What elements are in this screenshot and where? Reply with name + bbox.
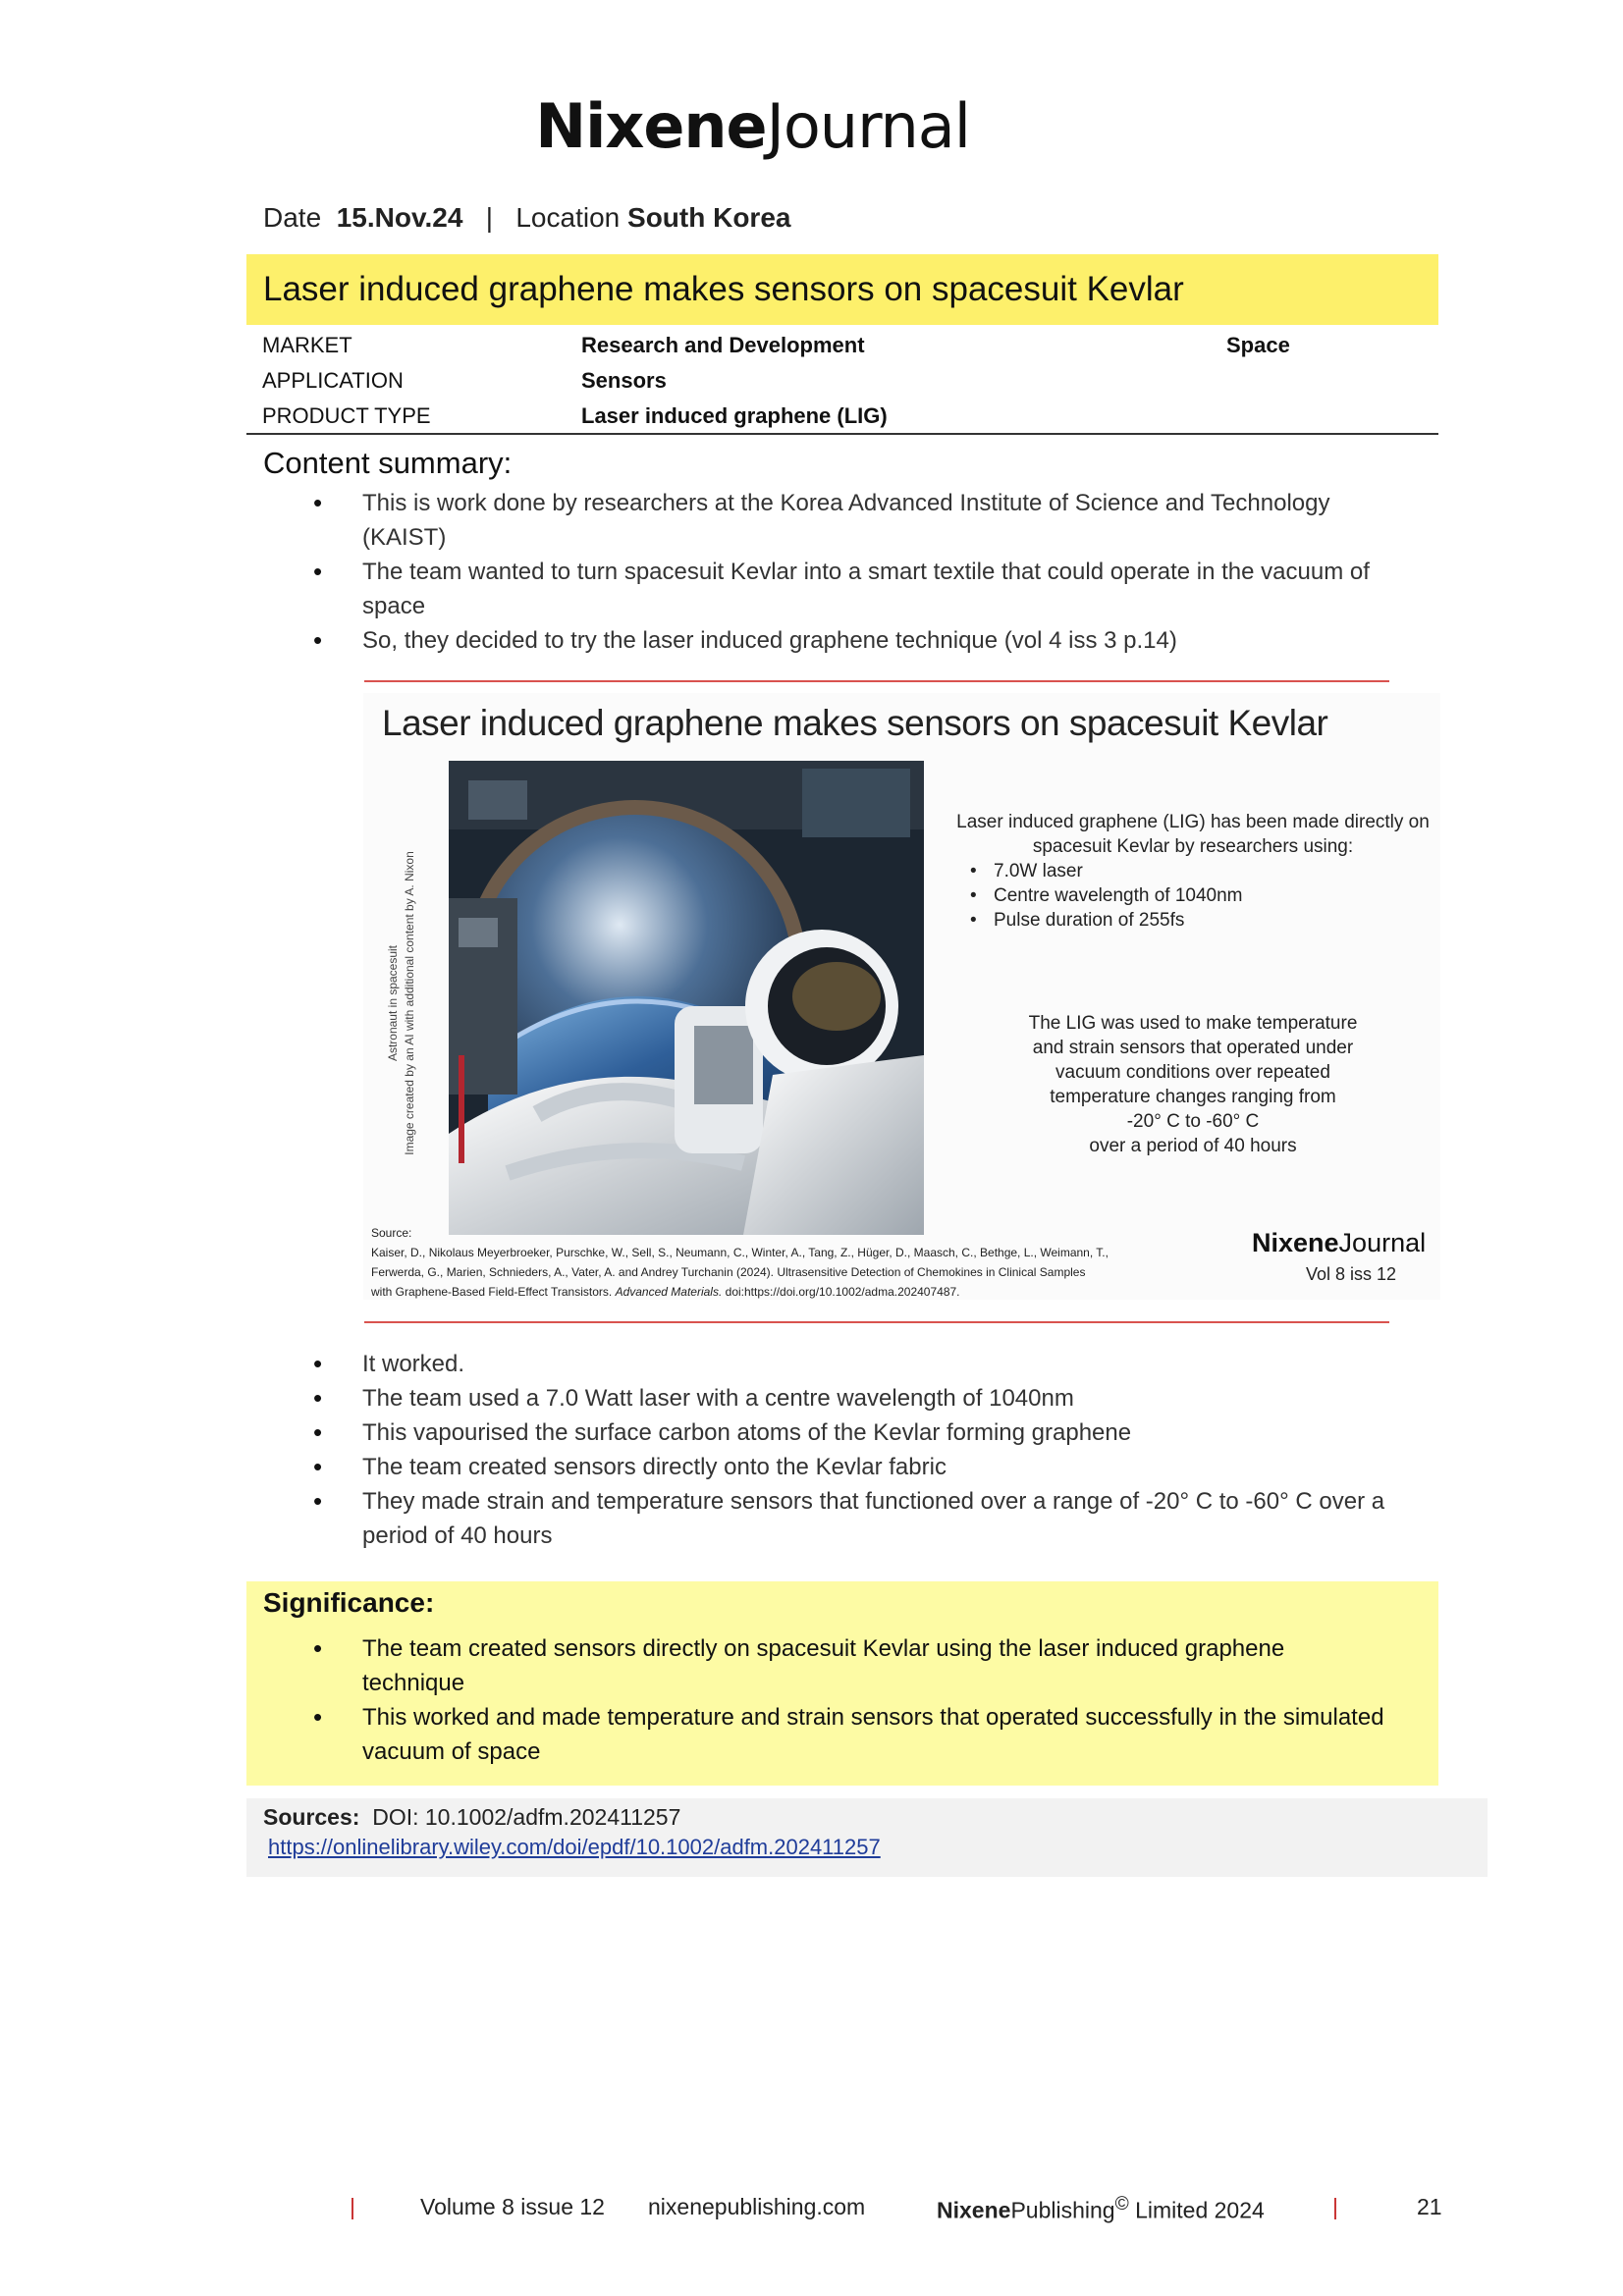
figure-top-rule: [364, 680, 1389, 682]
significance-list: [263, 1631, 1392, 1769]
list-item: • The team wanted to turn spacesuit Kevlar into a smart textile that could operate in the vacuum of space: [263, 555, 1392, 623]
astronaut-image: [449, 761, 924, 1235]
list-item: • It worked.: [263, 1347, 1392, 1381]
meta-key: APPLICATION: [262, 368, 404, 393]
caption-line: Astronaut in spacesuit: [386, 944, 400, 1062]
figure-desc-line: temperature changes ranging from: [1050, 1087, 1336, 1107]
list-item: • So, they decided to try the laser induced graphene technique (vol 4 iss 3 p.14): [263, 623, 1392, 658]
footer-pipe-left: |: [350, 2194, 355, 2219]
caption-line: Image created by an AI with additional content by A. Nixon: [403, 851, 416, 1155]
journal-logo: NixeneJournal: [535, 90, 970, 162]
article-title: Laser induced graphene makes sensors on spacesuit Kevlar: [263, 270, 1184, 308]
list-item: • The team used a 7.0 Watt laser with a centre wavelength of 1040nm: [263, 1381, 1392, 1415]
article-title-bar: [246, 254, 1438, 325]
figure-source-line: Kaiser, D., Nikolaus Meyerbroeker, Purschke, W., Sell, S., Neumann, C., Winter, A., Tang, Z., Hüger, D., Maasch, C., Bethge, L., Weimann, T.,: [371, 1246, 1109, 1259]
list-item: • This is work done by researchers at the Korea Advanced Institute of Science and Technology (KAIST): [263, 486, 1392, 555]
meta-row-product-type: [246, 399, 1438, 434]
meta-row-application: [246, 363, 1438, 399]
figure-desc-line: over a period of 40 hours: [1089, 1136, 1297, 1156]
list-item: • 7.0W laser: [994, 859, 1434, 883]
sources-line: [263, 1804, 680, 1831]
figure-description: [952, 810, 1434, 933]
meta-key: MARKET: [262, 333, 352, 357]
figure-description-2: [987, 1011, 1399, 1158]
figure-volume: Vol 8 iss 12: [1306, 1264, 1397, 1284]
footer-publisher: NixenePublishing© Limited 2024: [937, 2194, 1265, 2223]
list-item: • Centre wavelength of 1040nm: [994, 883, 1434, 908]
list-item: • This worked and made temperature and strain sensors that operated successfully in the simulated vacuum of space: [263, 1700, 1392, 1769]
footer-site: nixenepublishing.com: [648, 2194, 866, 2219]
meta-extra: [1211, 399, 1438, 434]
figure-desc-intro: Laser induced graphene (LIG) has been made directly on spacesuit Kevlar by researchers using:: [956, 812, 1430, 857]
figure-desc-line: vacuum conditions over repeated: [1055, 1062, 1330, 1083]
figure-source-line: with Graphene-Based Field-Effect Transistors. Advanced Materials. doi:https://doi.org/10.1002/adma.202407487.: [371, 1285, 960, 1299]
figure-desc-line: and strain sensors that operated under: [1032, 1038, 1354, 1058]
list-item: • The team created sensors directly on spacesuit Kevlar using the laser induced graphene technique: [263, 1631, 1392, 1700]
location-label: Location: [515, 202, 621, 233]
date-value: 15.Nov.24: [336, 202, 463, 233]
significance-heading: Significance:: [263, 1587, 435, 1618]
date-label: Date: [263, 202, 322, 233]
figure-desc-list: [952, 859, 1434, 933]
list-item: • Pulse duration of 255fs: [994, 908, 1434, 933]
figure-bottom-rule: [364, 1321, 1389, 1323]
figure-source-line: Ferwerda, G., Marien, Schnieders, A., Vater, A. and Andrey Turchanin (2024). Ultrasensitive Detection of Chemokines in Clinical Samples: [371, 1265, 1086, 1279]
list-item: • They made strain and temperature sensors that functioned over a range of -20° C to -60° C over a period of 40 hours: [263, 1484, 1392, 1553]
figure-title: Laser induced graphene makes sensors on spacesuit Kevlar: [382, 703, 1328, 743]
meta-key: PRODUCT TYPE: [262, 403, 431, 428]
article-meta-table: [246, 328, 1438, 434]
summary-list: [263, 486, 1392, 658]
list-item: • This vapourised the surface carbon atoms of the Kevlar forming graphene: [263, 1415, 1392, 1450]
footer-pipe-right: |: [1332, 2194, 1338, 2219]
meta-value: Sensors: [581, 368, 667, 393]
footer-volume: Volume 8 issue 12: [420, 2194, 605, 2219]
figure-rotated-caption: [385, 807, 418, 1200]
astronaut-illustration: [449, 761, 924, 1235]
figure-journal-logo: NixeneJournal: [1252, 1228, 1427, 1257]
meta-divider: [246, 433, 1438, 435]
figure-desc-line: -20° C to -60° C: [1126, 1111, 1260, 1132]
location-value: South Korea: [627, 202, 791, 233]
dateline: [263, 202, 790, 234]
dateline-separator: |: [485, 202, 494, 233]
page-number: 21: [1417, 2194, 1442, 2219]
meta-value: Research and Development: [581, 333, 865, 357]
figure-desc-line: The LIG was used to make temperature: [1028, 1013, 1358, 1034]
meta-row-market: [246, 328, 1438, 363]
figure-source-label: Source:: [371, 1226, 412, 1240]
meta-extra: Space: [1226, 333, 1290, 357]
sources-doi: DOI: 10.1002/adfm.202411257: [372, 1804, 681, 1830]
sources-link[interactable]: https://onlinelibrary.wiley.com/doi/epdf/10.1002/adfm.202411257: [268, 1835, 881, 1859]
results-list: [263, 1347, 1392, 1553]
summary-heading: Content summary:: [263, 446, 513, 480]
list-item: • The team created sensors directly onto the Kevlar fabric: [263, 1450, 1392, 1484]
meta-value: Laser induced graphene (LIG): [581, 403, 888, 428]
sources-label: Sources:: [263, 1804, 360, 1830]
meta-extra: [1211, 363, 1438, 399]
figure-source: [371, 1223, 1225, 1302]
